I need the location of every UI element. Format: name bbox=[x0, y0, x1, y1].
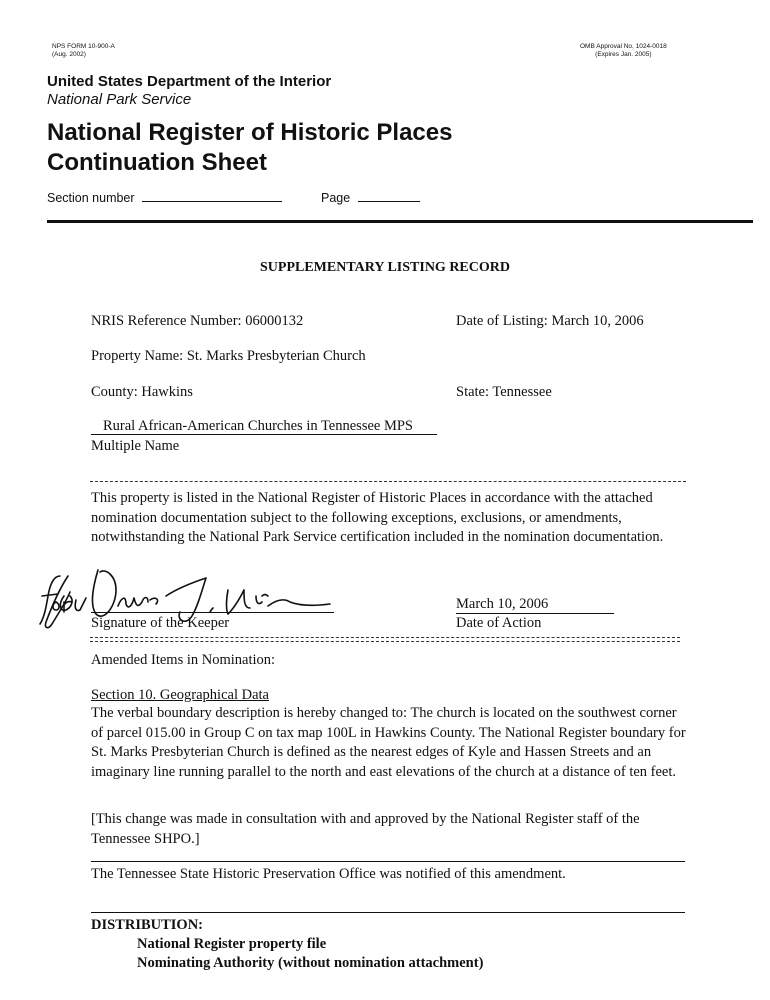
page-blank bbox=[358, 201, 420, 202]
form-number: NPS FORM 10-900-A bbox=[52, 43, 115, 50]
section-number-label: Section number bbox=[47, 191, 135, 205]
section-number-field bbox=[47, 191, 282, 205]
distribution-item-2: Nominating Authority (without nomination attachment) bbox=[137, 955, 484, 971]
distribution-rule bbox=[91, 912, 685, 913]
omb-expiry: (Expires Jan. 2005) bbox=[595, 51, 652, 58]
page-label: Page bbox=[321, 191, 351, 205]
nris-reference: NRIS Reference Number: 06000132 bbox=[91, 313, 304, 329]
omb-number: OMB Approval No. 1024-0018 bbox=[580, 43, 667, 50]
department-name: United States Department of the Interior bbox=[47, 73, 332, 90]
service-name: National Park Service bbox=[47, 91, 192, 108]
form-id bbox=[52, 43, 115, 59]
title-line-2: Continuation Sheet bbox=[47, 149, 267, 176]
amended-note: [This change was made in consultation with and approved by the National Register staff of the Tennessee SHPO.] bbox=[91, 811, 640, 847]
amended-heading: Amended Items in Nomination: bbox=[91, 652, 276, 668]
county: County: Hawkins bbox=[91, 384, 193, 400]
date-of-listing: Date of Listing: March 10, 2006 bbox=[456, 313, 644, 329]
distribution-heading: DISTRIBUTION: bbox=[91, 917, 203, 933]
property-name: Property Name: St. Marks Presbyterian Church bbox=[91, 348, 366, 364]
double-rule-top bbox=[90, 637, 680, 638]
form-date: (Aug. 2002) bbox=[52, 51, 86, 58]
omb-approval bbox=[580, 43, 667, 59]
header-rule bbox=[47, 220, 753, 223]
notification-rule bbox=[91, 861, 685, 862]
dashed-separator bbox=[90, 481, 686, 482]
page-title bbox=[47, 118, 452, 178]
amended-section-title: Section 10. Geographical Data bbox=[91, 687, 269, 703]
for-text bbox=[38, 572, 39, 573]
distribution-item-1: National Register property file bbox=[137, 936, 327, 952]
notification-text: The Tennessee State Historic Preservation Office was notified of this amendment. bbox=[91, 866, 566, 882]
double-rule-bottom bbox=[90, 641, 680, 642]
for-handwriting bbox=[38, 572, 74, 626]
multiple-name-label: Multiple Name bbox=[91, 438, 180, 454]
date-of-action-value: March 10, 2006 bbox=[456, 596, 614, 614]
state: State: Tennessee bbox=[456, 384, 552, 400]
page-field bbox=[321, 191, 420, 205]
record-heading: SUPPLEMENTARY LISTING RECORD bbox=[260, 260, 510, 275]
multiple-name-value: Rural African-American Churches in Tennessee MPS bbox=[91, 418, 437, 435]
signature-label: Signature of the Keeper bbox=[91, 615, 230, 631]
listing-statement: This property is listed in the National Register of Historic Places in accordance with the attached nomination documentation subject to the following exceptions, exclusions, or amendments, notwithstanding the National Park Service certification included in the nomination documentation. bbox=[91, 490, 664, 545]
for-annotation bbox=[38, 572, 74, 626]
section-number-blank bbox=[142, 201, 282, 202]
amended-paragraph: The verbal boundary description is hereby changed to: The church is located on the southwest corner of parcel 015.00 in Group C on tax map 100L in Hawkins County. The National Register boundary for St. Marks Presbyterian Church is defined as the nearest edges of Kyle and Hassen Streets and an imaginary line running parallel to the north and east elevations of the church at a distance of ten feet. bbox=[91, 705, 686, 780]
title-line-1: National Register of Historic Places bbox=[47, 119, 453, 146]
date-of-action-label: Date of Action bbox=[456, 615, 542, 631]
signature-line bbox=[91, 612, 334, 613]
